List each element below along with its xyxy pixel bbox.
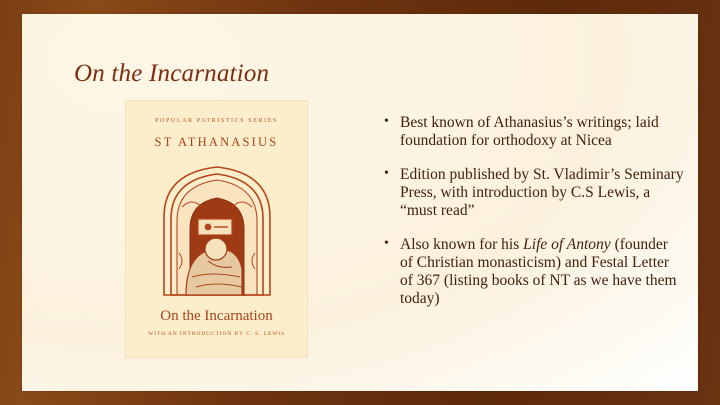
list-item-text: Best known of Athanasius’s writings; laid foundation for orthodoxy at Nicea xyxy=(400,114,659,149)
book-author-label: ST ATHANASIUS xyxy=(154,135,279,149)
book-subtitle-label: WITH AN INTRODUCTION BY C. S. LEWIS xyxy=(147,331,285,337)
list-item-text: Edition published by St. Vladimir’s Seminary Press, with introduction by C.S Lewis, a “must read” xyxy=(400,165,684,219)
bullet-list xyxy=(384,114,684,324)
page-title: On the Incarnation xyxy=(74,60,270,87)
slide-content-area xyxy=(22,14,698,391)
book-cover-image xyxy=(125,100,308,358)
book-title-label: On the Incarnation xyxy=(160,308,273,324)
bullet-marker-icon: • xyxy=(384,114,389,129)
list-item xyxy=(384,166,684,220)
bullet-marker-icon: • xyxy=(384,235,389,251)
list-item-text: Also known for his Life of Antony (founder of Christian monasticism) and Festal Letter of 367 (listing books of NT as we have them today) xyxy=(400,235,677,307)
book-series-label: POPULAR PATRISTICS SERIES xyxy=(155,118,278,124)
list-item xyxy=(384,114,684,150)
list-item xyxy=(384,236,684,308)
nativity-icon-illustration xyxy=(146,157,289,297)
bullet-marker-icon: • xyxy=(384,165,389,181)
page-number: 20 xyxy=(664,367,678,382)
